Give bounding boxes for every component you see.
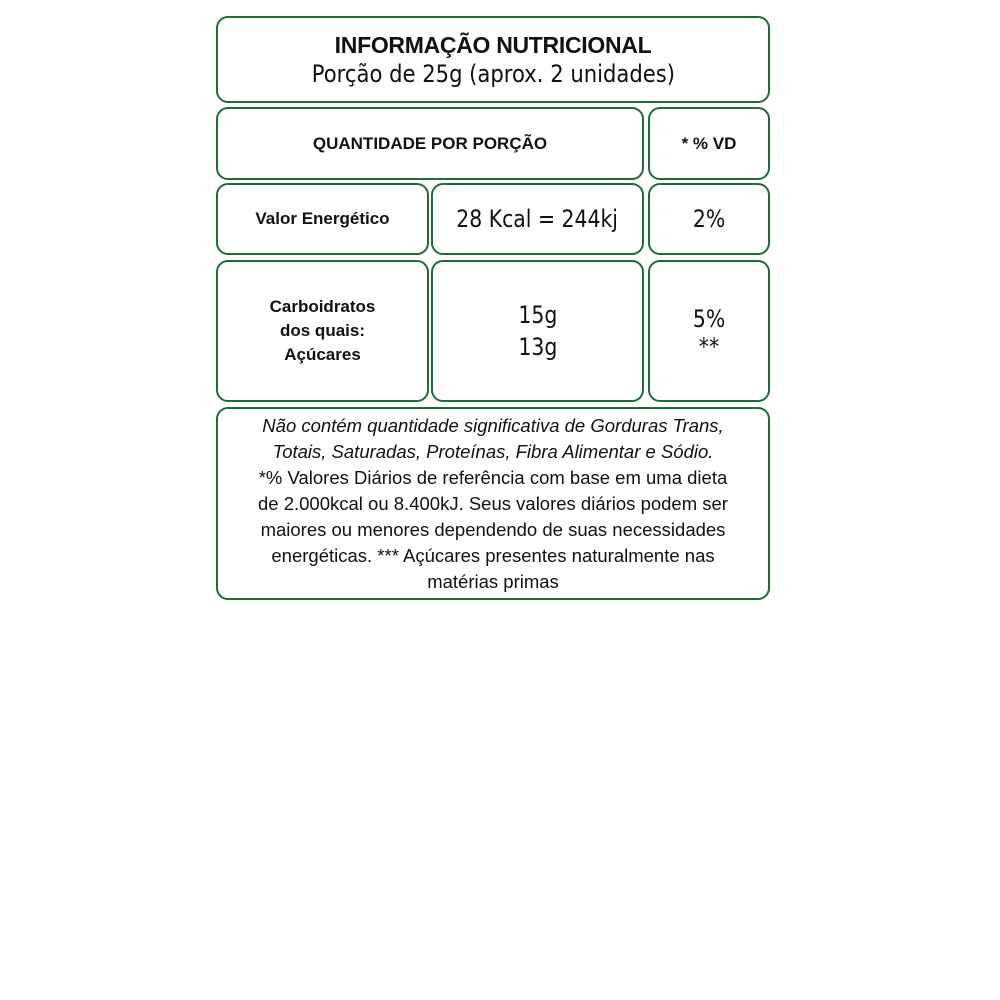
footnote-line-5: matérias primas	[427, 570, 559, 592]
carbs-dv-cell	[648, 260, 770, 402]
energy-label-cell	[216, 183, 429, 255]
energy-dv-cell	[648, 183, 770, 255]
quantity-header-label: QUANTIDADE POR PORÇÃO	[312, 133, 548, 153]
footnote-line-3: maiores ou menores dependendo de suas necessidades	[260, 518, 726, 540]
carbs-value-cell	[431, 260, 644, 402]
carbs-label: Carboidratos	[269, 297, 376, 316]
sugars-label: Açúcares	[284, 345, 361, 364]
label-title: INFORMAÇÃO NUTRICIONAL	[334, 31, 652, 58]
carbs-value: 15g	[518, 301, 557, 329]
energy-value-cell	[431, 183, 644, 255]
footnote-line-2: de 2.000kcal ou 8.400kJ. Seus valores diários podem ser	[258, 492, 728, 514]
sugars-dv: **	[698, 333, 720, 361]
dv-header	[648, 107, 770, 180]
sugars-value: 13g	[518, 333, 557, 361]
carbs-sub-label: dos quais:	[279, 321, 365, 340]
footnote-italic-2: Totais, Saturadas, Proteínas, Fibra Alimentar e Sódio.	[272, 440, 714, 462]
footnote-line-4: energéticas. *** Açúcares presentes naturalmente nas	[271, 544, 715, 566]
serving-size: Porção de 25g (aprox. 2 unidades)	[311, 59, 675, 88]
energy-label: Valor Energético	[255, 209, 390, 228]
header-box	[216, 16, 770, 103]
quantity-header	[216, 107, 644, 180]
carbs-label-cell	[216, 260, 429, 402]
carbs-dv: 5%	[692, 305, 726, 333]
footnote-italic-1: Não contém quantidade significativa de Gorduras Trans,	[262, 414, 724, 436]
energy-dv: 2%	[692, 205, 726, 233]
footnote-box	[216, 407, 770, 600]
dv-header-label: * % VD	[681, 133, 737, 153]
energy-value: 28 Kcal = 244kj	[456, 205, 619, 233]
footnote-line-1: *% Valores Diários de referência com base em uma dieta	[258, 466, 728, 488]
